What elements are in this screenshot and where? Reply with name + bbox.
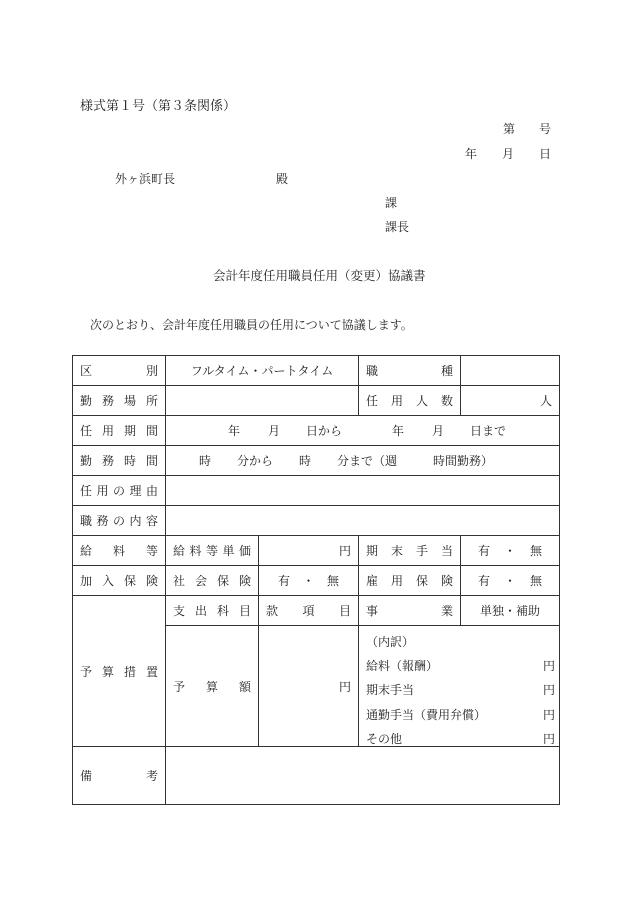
yosangaku-field[interactable] — [259, 626, 359, 747]
label-char: 保 — [415, 574, 428, 588]
hours-start-hour: 時 — [199, 454, 212, 468]
ninyo-ninzu-label — [359, 386, 461, 416]
label-char: 額 — [238, 679, 251, 694]
period-start-day: 日から — [306, 424, 343, 438]
shakai-dot: ・ — [302, 574, 315, 588]
uchiwake-kimatsu-row — [366, 681, 555, 698]
kimatsu-yes[interactable]: 有 — [478, 544, 491, 558]
label-char: 予 — [80, 664, 93, 679]
hours-end-hour: 時 — [299, 454, 312, 468]
riyu-field[interactable] — [166, 476, 560, 506]
addressee: 外ヶ浜町長 — [115, 172, 176, 186]
kinmu-jikan-label — [73, 446, 166, 476]
label-char: 険 — [145, 574, 158, 588]
label-char: 入 — [101, 574, 114, 588]
naiyo-label — [73, 506, 166, 536]
label-char: 算 — [205, 679, 218, 694]
uchiwake-tsukin-yen: 円 — [542, 708, 555, 722]
uchiwake-heading-row — [366, 633, 555, 650]
label-char: 種 — [440, 364, 453, 378]
kanyu-label — [73, 566, 166, 596]
label-char: 給 — [173, 544, 186, 558]
consultation-form-table — [72, 355, 560, 805]
shakai-umu-values — [266, 572, 351, 589]
tanka-yen: 円 — [338, 544, 351, 558]
label-char: 務 — [101, 394, 114, 408]
label-char: 措 — [123, 664, 136, 679]
label-char: 雇 — [366, 574, 379, 588]
label-char: 険 — [238, 574, 251, 588]
label-char: 料 — [189, 544, 202, 558]
label-char: 目 — [338, 604, 351, 618]
department-chief-label: 課長 — [385, 220, 410, 234]
row-kyuryo — [73, 536, 560, 566]
shakai-yes[interactable]: 有 — [278, 574, 291, 588]
form-number: 様式第１号（第３条関係） — [80, 99, 237, 114]
uchiwake-kimatsu-label: 期末手当 — [366, 683, 415, 697]
label-char: 末 — [390, 544, 403, 558]
hours-values — [173, 452, 552, 469]
row-biko — [73, 747, 560, 805]
dai-text: 第 — [503, 122, 516, 136]
label-char: 置 — [145, 664, 158, 679]
period-start-year: 年 — [228, 424, 241, 438]
ninyo-kikan-label — [73, 416, 166, 446]
kinmu-jikan-field[interactable] — [166, 446, 560, 476]
period-end-month: 月 — [432, 424, 445, 438]
row-ninyo-kikan — [73, 416, 560, 446]
kyuryo-label — [73, 536, 166, 566]
label-char: 険 — [440, 574, 453, 588]
kubetsu-value[interactable]: フルタイム・パートタイム — [166, 356, 359, 386]
label-char: の — [112, 514, 125, 528]
naiyo-field[interactable] — [166, 506, 560, 536]
department-label: 課 — [385, 196, 398, 210]
kinmu-basho-label — [73, 386, 166, 416]
label-char: 職 — [80, 514, 93, 528]
uchiwake-tsukin-row — [366, 706, 555, 723]
label-char: 用 — [390, 394, 403, 408]
label-char: 予 — [173, 679, 186, 694]
row-kinmu-jikan — [73, 446, 560, 476]
label-char: 保 — [123, 574, 136, 588]
uchiwake-kyuryo-yen: 円 — [542, 659, 555, 673]
kubetsu-label — [73, 356, 166, 386]
tandoku-hojo[interactable]: 単独・補助 — [461, 596, 560, 626]
label-char: 当 — [440, 544, 453, 558]
uchiwake-kimatsu-yen: 円 — [542, 683, 555, 697]
hours-start-minute: 分から — [237, 454, 274, 468]
yosangaku-yen: 円 — [338, 679, 351, 694]
period-values — [173, 422, 552, 439]
label-char: 時 — [123, 454, 136, 468]
label-char: 職 — [366, 364, 379, 378]
uchiwake-sonota-yen: 円 — [542, 732, 555, 746]
shakai-label — [166, 566, 259, 596]
koyo-umu-values — [468, 572, 552, 589]
koyo-label — [359, 566, 461, 596]
row-kanyu — [73, 566, 560, 596]
ninyo-ninzu-field[interactable] — [461, 386, 560, 416]
label-char: 料 — [112, 544, 125, 558]
shokushu-field[interactable] — [461, 356, 560, 386]
label-char: 任 — [80, 424, 93, 438]
label-char: 理 — [129, 484, 142, 498]
ninzu-unit: 人 — [539, 394, 552, 408]
intro-text: 次のとおり、会計年度任用職員の任用について協議します。 — [90, 318, 413, 332]
label-char: 期 — [123, 424, 136, 438]
label-char: 勤 — [80, 394, 93, 408]
label-char: 加 — [80, 574, 93, 588]
period-start-month: 月 — [268, 424, 281, 438]
document-number — [503, 120, 551, 137]
uchiwake-tsukin-label: 通勤手当（費用弁償） — [366, 708, 487, 722]
label-char: 出 — [194, 604, 207, 618]
label-char: 考 — [145, 769, 158, 783]
label-char: 社 — [173, 574, 186, 588]
period-end-year: 年 — [392, 424, 405, 438]
label-char: 人 — [415, 394, 428, 408]
label-char: の — [112, 484, 125, 498]
label-char: 数 — [440, 394, 453, 408]
label-char: 備 — [80, 769, 93, 783]
label-char: 用 — [96, 484, 109, 498]
label-char: 間 — [145, 454, 158, 468]
ninyo-kikan-field[interactable] — [166, 416, 560, 446]
shakai-no[interactable]: 無 — [326, 574, 339, 588]
label-char: 用 — [101, 424, 114, 438]
uchiwake-heading: （内訳） — [366, 635, 415, 649]
label-char: 区 — [80, 364, 93, 378]
label-char: 等 — [205, 544, 218, 558]
label-char: 期 — [366, 544, 379, 558]
addressee-honorific: 殿 — [276, 172, 289, 186]
shokushu-label — [359, 356, 461, 386]
label-char: 価 — [238, 544, 251, 558]
label-char: 間 — [145, 424, 158, 438]
tanka-field[interactable] — [259, 536, 359, 566]
label-char: 支 — [173, 604, 186, 618]
document-date — [465, 145, 551, 162]
row-kinmu-basho — [73, 386, 560, 416]
shishutsu-label — [166, 596, 259, 626]
biko-label — [73, 747, 166, 805]
riyu-label — [73, 476, 166, 506]
label-char: 場 — [123, 394, 136, 408]
label-char: 保 — [216, 574, 229, 588]
label-char: 事 — [366, 604, 379, 618]
label-char: 業 — [440, 604, 453, 618]
label-char: 務 — [96, 514, 109, 528]
month-text: 月 — [501, 147, 514, 161]
koyo-yes[interactable]: 有 — [478, 574, 491, 588]
kimatsu-umu-values — [468, 542, 552, 559]
uchiwake-kyuryo-label: 給料（報酬） — [366, 659, 439, 673]
row-naiyo — [73, 506, 560, 536]
yosangaku-label — [166, 626, 259, 747]
label-char: 等 — [145, 544, 158, 558]
label-char: 別 — [145, 364, 158, 378]
tanka-label — [166, 536, 259, 566]
label-char: 任 — [366, 394, 379, 408]
koyo-no[interactable]: 無 — [529, 574, 542, 588]
label-char: 給 — [80, 544, 93, 558]
label-char: 単 — [222, 544, 235, 558]
day-text: 日 — [538, 147, 551, 161]
label-char: 会 — [194, 574, 207, 588]
row-riyu — [73, 476, 560, 506]
label-char: 容 — [145, 514, 158, 528]
yosan-label — [73, 596, 166, 747]
kimatsu-label — [359, 536, 461, 566]
uchiwake-cell[interactable] — [359, 626, 560, 747]
row-kubetsu — [73, 356, 560, 386]
uchiwake-kyuryo-row — [366, 657, 555, 674]
year-text: 年 — [465, 147, 478, 161]
shakai-umu[interactable] — [259, 566, 359, 596]
row-yosan-1 — [73, 596, 560, 626]
kan-label — [259, 596, 359, 626]
label-char: 手 — [415, 544, 428, 558]
koyo-umu[interactable] — [461, 566, 560, 596]
uchiwake-list — [366, 626, 555, 746]
label-char: 用 — [390, 574, 403, 588]
page-title: 会計年度任用職員任用（変更）協議書 — [213, 268, 426, 283]
hours-weekly: 時間勤務） — [433, 454, 494, 468]
hours-end-minute: 分まで（週 — [337, 454, 398, 468]
label-char: 目 — [238, 604, 251, 618]
label-char: 内 — [129, 514, 142, 528]
label-char: 任 — [80, 484, 93, 498]
biko-field[interactable] — [166, 747, 560, 805]
label-char: 務 — [101, 454, 114, 468]
label-char: 款 — [266, 604, 279, 618]
label-char: 由 — [145, 484, 158, 498]
kimatsu-no[interactable]: 無 — [529, 544, 542, 558]
label-char: 所 — [145, 394, 158, 408]
label-char: 科 — [216, 604, 229, 618]
uchiwake-sonota-row — [366, 730, 555, 747]
kimatsu-umu[interactable] — [461, 536, 560, 566]
uchiwake-sonota-label: その他 — [366, 732, 403, 746]
koyo-dot: ・ — [503, 574, 516, 588]
label-char: 項 — [302, 604, 315, 618]
label-char: 勤 — [80, 454, 93, 468]
period-end-day: 日まで — [470, 424, 507, 438]
go-text: 号 — [538, 122, 551, 136]
kimatsu-dot: ・ — [503, 544, 516, 558]
kinmu-basho-field[interactable] — [166, 386, 359, 416]
label-char: 算 — [101, 664, 114, 679]
jigyo-label — [359, 596, 461, 626]
